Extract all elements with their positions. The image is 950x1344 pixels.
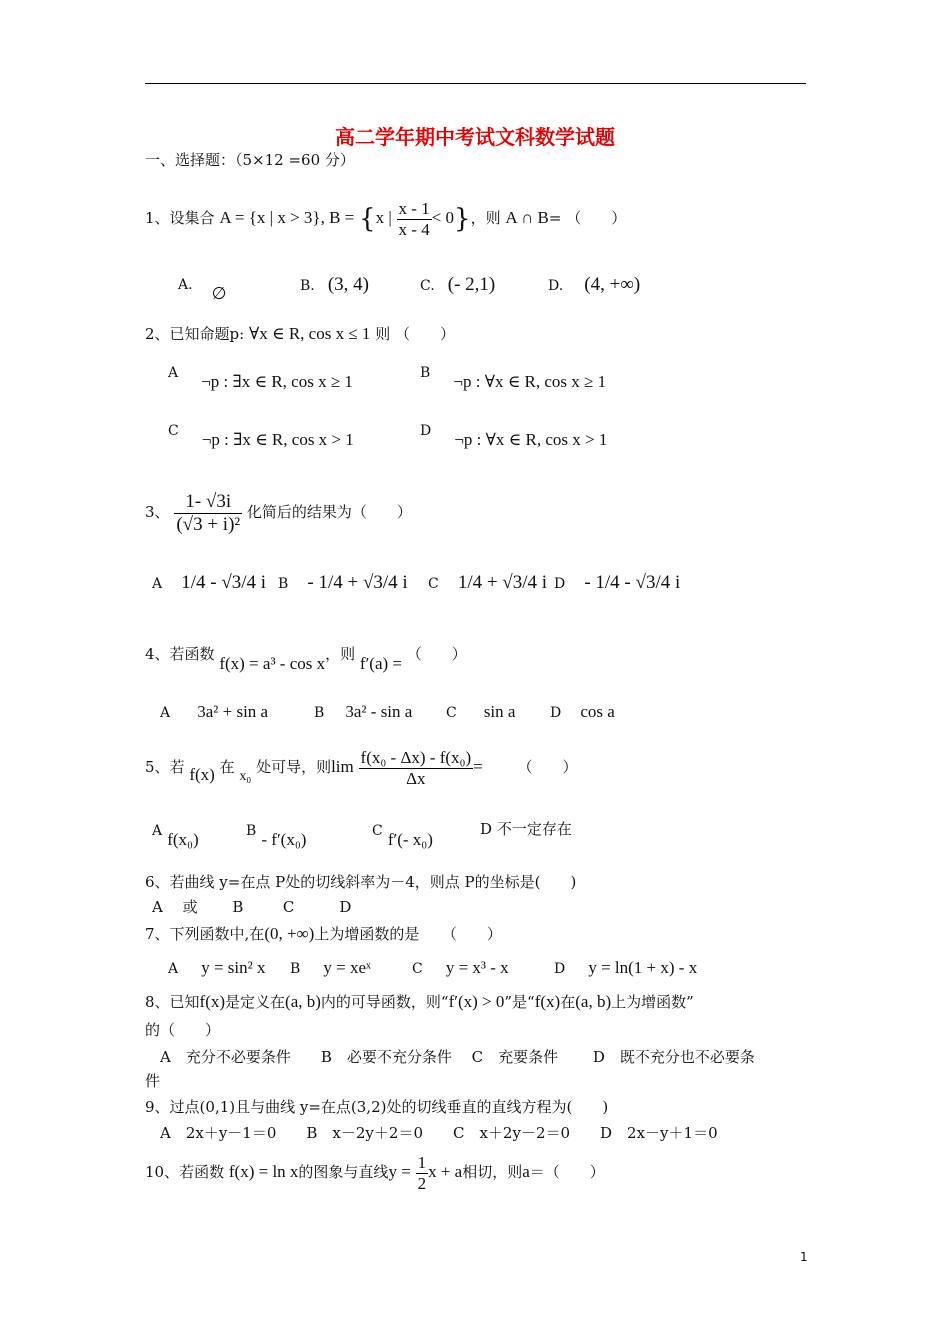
section-label: 一、选择题： [145, 151, 236, 169]
q1-fraction-denominator: x - 4 [398, 219, 430, 239]
q1-set-a: A = {x | x > 3} [219, 208, 321, 227]
question-3: 3、 $\frac{1- √3i}{\text{(√3 + i)²}}$ 化简后的结果为（ ） [145, 490, 412, 535]
q8-line-2: 的（ ） [145, 1021, 221, 1039]
q1-option-a: A. ∅ [178, 277, 227, 303]
q1-option-b: B. (3, 4) [300, 274, 369, 295]
q6-options: A 或 B C D [152, 898, 352, 916]
q1-option-d: D. (4, +∞) [548, 274, 641, 295]
q5-option-d: D 不一定存在 [480, 820, 572, 838]
q2-proposition: ∀x ∈ R, cos x ≤ 1 [248, 324, 371, 343]
q1-option-c: C. (- 2,1) [420, 274, 496, 295]
q7-option-a: A y = sin² x [168, 958, 266, 977]
q3-denominator: (√3 + i)² [176, 513, 241, 535]
q8-options-wrap: 件 [145, 1072, 161, 1090]
q1-expression: A ∩ B [505, 208, 549, 227]
q2-option-d: D ¬p : ∀x ∈ R, cos x > 1 [420, 423, 608, 449]
q1-fraction-numerator: x - 1 [398, 198, 430, 218]
q2-option-b: B ¬p : ∀x ∈ R, cos x ≥ 1 [420, 365, 607, 391]
question-6: 6、若曲线 y=在点 P处的切线斜率为－4，则点 P的坐标是( ) [145, 873, 577, 891]
q4-option-c: C sin a [446, 702, 516, 721]
q4-option-a: A 3a² + sin a [160, 702, 269, 721]
q1-set-b-fraction [397, 199, 432, 239]
question-1: 1、设集合 A = {x | x > 3}, B = {x | $\frac{x - 1}{x - 4}$ < 0}，则 A ∩ B= （ ） [145, 198, 627, 239]
q5-option-a: A f(x₀) [152, 823, 199, 849]
q1-number: 1、设集合 [145, 209, 215, 227]
q7-option-b: B y = xeˣ [290, 958, 371, 977]
q3-option-b: B - 1/4 + √3/4 i [278, 572, 408, 593]
question-9: 9、过点(0,1)且与曲线 y=在点(3,2)处的切线垂直的直线方程为( ) [145, 1098, 609, 1116]
q1-equals: = [548, 209, 562, 227]
q3-fraction [174, 491, 242, 536]
q7-option-d: D y = ln(1 + x) - x [554, 958, 698, 977]
q9-options: A 2x＋y－1＝0 B x－2y＋2＝0 C x＋2y－2＝0 D 2x－y＋1＝0 [160, 1124, 718, 1142]
q1-set-b-cond: < 0 [431, 208, 455, 227]
q7-option-c: C y = x³ - x [412, 958, 509, 977]
question-2: 2、已知命题p: ∀x ∈ R, cos x ≤ 1 则 （ ） [145, 324, 455, 343]
q1-answer-paren: （ ） [566, 209, 627, 227]
q5-option-b: B - f′(x₀) [246, 823, 307, 849]
exam-title: 高二学年期中考试文科数学试题 [335, 125, 615, 149]
q2-option-a: A ¬p : ∃x ∈ R, cos x ≥ 1 [168, 365, 353, 391]
q2-option-c: C ¬p : ∃x ∈ R, cos x > 1 [168, 423, 354, 449]
header-rule [145, 83, 806, 84]
q4-function: f(x) = a³ - cos x [219, 654, 326, 673]
q4-option-b: B 3a² - sin a [314, 702, 413, 721]
q1-then: ，则 [470, 209, 501, 227]
q4-option-d: D cos a [550, 702, 615, 721]
q3-numerator: 1- √3i [174, 491, 242, 514]
question-10: 10、若函数 f(x) = ln x的图象与直线y = $\frac{1}{2}$ x + a相切，则a＝（ ） [145, 1152, 605, 1193]
page-number: 1 [800, 1250, 808, 1264]
q3-option-d: D - 1/4 - √3/4 i [554, 572, 681, 593]
q1-set-b-prefix: , B = [320, 208, 355, 227]
q3-option-c: C 1/4 + √3/4 i [428, 572, 548, 593]
question-7: 7、下列函数中,在(0, +∞)上为增函数的是 （ ） [145, 924, 502, 943]
question-8: 8、已知f(x)是定义在(a, b)内的可导函数，则“f′(x) > 0”是“f(x)在(a, b)上为增函数” [145, 992, 694, 1011]
q3-option-a: A 1/4 - √3/4 i [152, 572, 267, 593]
question-5: 5、若 f(x) 在 x₀ 处可导，则lim $\frac{\text{f(x₀ - Δx) - f(x₀)}}{\Delta x}$ = （ ） [145, 747, 578, 788]
question-4: 4、若函数 f(x) = a³ - cos x，则 f′(a) = （ ） [145, 645, 467, 673]
section-heading [145, 150, 355, 170]
q10-slope-fraction: $\frac{1}{2}$ [417, 1152, 427, 1193]
q5-option-c: C f′(- x₀) [372, 823, 433, 849]
q4-derivative: f′(a) = [359, 654, 403, 673]
q5-limit-fraction: $\frac{\text{f(x₀ - Δx) - f(x₀)}}{\Delta x}$ [360, 747, 472, 788]
q8-options: A 充分不必要条件 B 必要不充分条件 C 充要条件 D 既不充分也不必要条 [160, 1048, 755, 1066]
q1-set-b-var: x | [375, 208, 392, 227]
section-score: （5×12 =60 分） [235, 151, 355, 169]
